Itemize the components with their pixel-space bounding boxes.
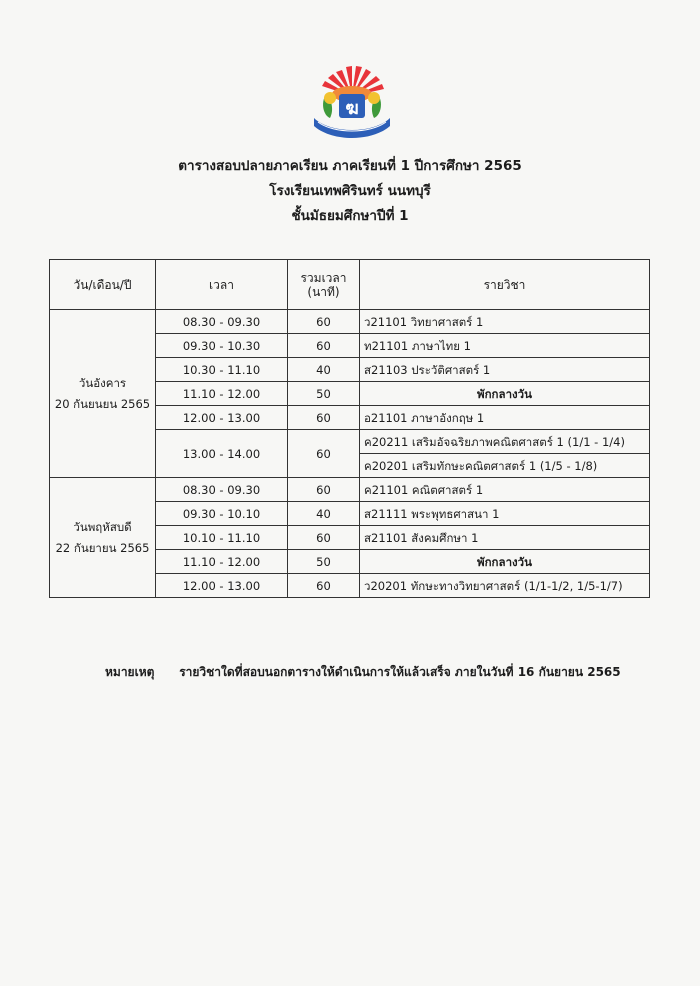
subject-cell: ว21101 วิทยาศาสตร์ 1 — [360, 310, 650, 334]
subject-cell: ส21101 สังคมศึกษา 1 — [360, 526, 650, 550]
time-cell: 11.10 - 12.00 — [156, 382, 288, 406]
exam-schedule-table — [49, 259, 650, 598]
subject-cell: ค20211 เสริมอัจฉริยภาพคณิตศาสตร์ 1 (1/1 - 1/4) — [360, 430, 650, 454]
day1-date-cell — [50, 310, 156, 478]
minutes-cell: 40 — [288, 358, 360, 382]
lunch-break-cell: พักกลางวัน — [360, 550, 650, 574]
minutes-cell: 60 — [288, 574, 360, 598]
subject-cell: ส21111 พระพุทธศาสนา 1 — [360, 502, 650, 526]
time-cell: 11.10 - 12.00 — [156, 550, 288, 574]
subject-cell: ค20201 เสริมทักษะคณิตศาสตร์ 1 (1/5 - 1/8) — [360, 454, 650, 478]
day2-day-name: วันพฤหัสบดี — [73, 519, 132, 534]
day2-date-cell — [50, 478, 156, 598]
time-cell: 09.30 - 10.30 — [156, 334, 288, 358]
header-date: วัน/เดือน/ปี — [50, 260, 156, 310]
document-titles — [0, 154, 700, 229]
subject-cell: ส21103 ประวัติศาสตร์ 1 — [360, 358, 650, 382]
minutes-cell: 60 — [288, 526, 360, 550]
minutes-cell: 50 — [288, 382, 360, 406]
title-exam-schedule: ตารางสอบปลายภาคเรียน ภาคเรียนที่ 1 ปีการศึกษา 2565 — [178, 158, 522, 174]
day2-date: 22 กันยายน 2565 — [55, 540, 150, 555]
time-cell: 10.10 - 11.10 — [156, 526, 288, 550]
lunch-break-cell: พักกลางวัน — [360, 382, 650, 406]
minutes-cell: 60 — [288, 406, 360, 430]
subject-cell: ว20201 ทักษะทางวิทยาศาสตร์ (1/1-1/2, 1/5-1/7) — [360, 574, 650, 598]
svg-text:ฆ: ฆ — [345, 98, 359, 119]
minutes-cell: 60 — [288, 430, 360, 478]
minutes-cell: 60 — [288, 334, 360, 358]
subject-cell: ค21101 คณิตศาสตร์ 1 — [360, 478, 650, 502]
time-cell: 12.00 - 13.00 — [156, 574, 288, 598]
header-duration-line2: (นาที) — [307, 284, 340, 299]
footnote-text: รายวิชาใดที่สอบนอกตารางให้ดำเนินการให้แล้วเสร็จ ภายในวันที่ 16 กันยายน 2565 — [179, 665, 621, 679]
time-cell: 13.00 - 14.00 — [156, 430, 288, 478]
title-school-name: โรงเรียนเทพศิรินทร์ นนทบุรี — [269, 183, 431, 199]
footnote — [105, 663, 621, 682]
table-row — [50, 310, 650, 334]
time-cell: 10.30 - 11.10 — [156, 358, 288, 382]
minutes-cell: 60 — [288, 310, 360, 334]
header-time: เวลา — [156, 260, 288, 310]
header-duration-line1: รวมเวลา — [300, 270, 347, 285]
minutes-cell: 50 — [288, 550, 360, 574]
subject-cell: ท21101 ภาษาไทย 1 — [360, 334, 650, 358]
time-cell: 08.30 - 09.30 — [156, 478, 288, 502]
minutes-cell: 40 — [288, 502, 360, 526]
table-header-row — [50, 260, 650, 310]
time-cell: 12.00 - 13.00 — [156, 406, 288, 430]
table-row — [50, 478, 650, 502]
day1-day-name: วันอังคาร — [78, 375, 127, 390]
minutes-cell: 60 — [288, 478, 360, 502]
day1-date: 20 กันยนยน 2565 — [54, 396, 151, 411]
school-logo-icon — [306, 64, 398, 144]
header-duration — [288, 260, 360, 310]
header-subject: รายวิชา — [360, 260, 650, 310]
time-cell: 08.30 - 09.30 — [156, 310, 288, 334]
footnote-label: หมายเหตุ — [105, 665, 155, 679]
title-grade-level: ชั้นมัธยมศึกษาปีที่ 1 — [291, 208, 409, 224]
subject-cell: อ21101 ภาษาอังกฤษ 1 — [360, 406, 650, 430]
time-cell: 09.30 - 10.10 — [156, 502, 288, 526]
